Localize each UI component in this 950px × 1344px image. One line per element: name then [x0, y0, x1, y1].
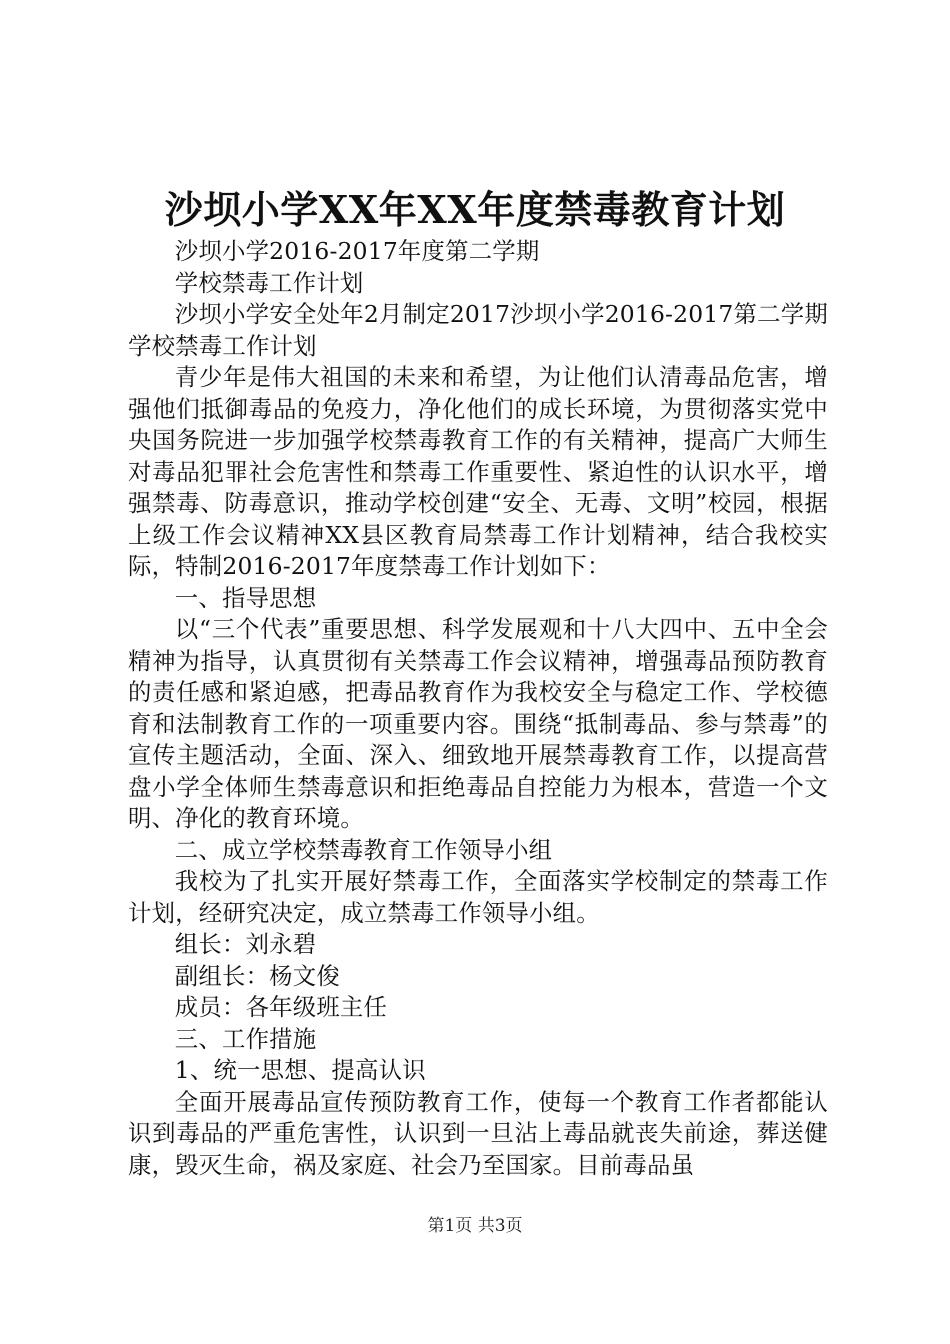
paragraph-members: 成员：各年级班主任: [174, 993, 388, 1021]
paragraph-unify-thinking: 全面开展毒品宣传预防教育工作，使每一个教育工作者都能认识到毒品的严重危害性，认识到一旦沾上毒品就丧失前途，葬送健康，毁灭生命，祸及家庭、社会乃至国家。目前毒品虽: [128, 1087, 828, 1179]
heading-work-measures: 三、工作措施: [174, 1024, 317, 1053]
subheading-unify-thinking: 1、统一思想、提高认识: [174, 1056, 426, 1084]
paragraph-leadership-group: 我校为了扎实开展好禁毒工作，全面落实学校制定的禁毒工作计划，经研究决定，成立禁毒工作领导小组。: [128, 867, 828, 927]
paragraph-group-leader: 组长：刘永碧: [174, 930, 317, 958]
heading-leadership-group: 二、成立学校禁毒教育工作领导小组: [174, 835, 553, 864]
heading-guiding-ideology: 一、指导思想: [174, 583, 317, 612]
paragraph-guiding-ideology: 以“三个代表”重要思想、科学发展观和十八大四中、五中全会精神为指导，认真贯彻有关禁毒工作会议精神，增强毒品预防教育的责任感和紧迫感，把毒品教育作为我校安全与稳定工作、学校德育和法制教育工作的一项重要内容。围绕“抵制毒品、参与禁毒”的宣传主题活动，全面、深入、细致地开展禁毒教育工作，以提高营盘小学全体师生禁毒意识和拒绝毒品自控能力为根本，营造一个文明、净化的教育环境。: [128, 615, 828, 832]
paragraph-issuer: 沙坝小学安全处年2月制定2017沙坝小学2016-2017第二学期学校禁毒工作计划: [128, 300, 828, 360]
paragraph-school-term: 沙坝小学2016-2017年度第二学期: [174, 237, 540, 265]
page-number-footer: 第1页 共3页: [427, 1216, 523, 1236]
paragraph-deputy-leader: 副组长：杨文俊: [174, 961, 340, 990]
document-body: [128, 236, 828, 1181]
paragraph-introduction: 青少年是伟大祖国的未来和希望，为让他们认清毒品危害，增强他们抵御毒品的免疫力，净化他们的成长环境，为贯彻落实党中央国务院进一步加强学校禁毒教育工作的有关精神，提高广大师生对毒品犯罪社会危害性和禁毒工作重要性、紧迫性的认识水平，增强禁毒、防毒意识，推动学校创建“安全、无毒、文明”校园，根据上级工作会议精神XX县区教育局禁毒工作计划精神，结合我校实际，特制2016-2017年度禁毒工作计划如下：: [128, 363, 828, 580]
paragraph-plan-name: 学校禁毒工作计划: [174, 268, 364, 297]
document-title: 沙坝小学XX年XX年度禁毒教育计划: [164, 187, 786, 232]
